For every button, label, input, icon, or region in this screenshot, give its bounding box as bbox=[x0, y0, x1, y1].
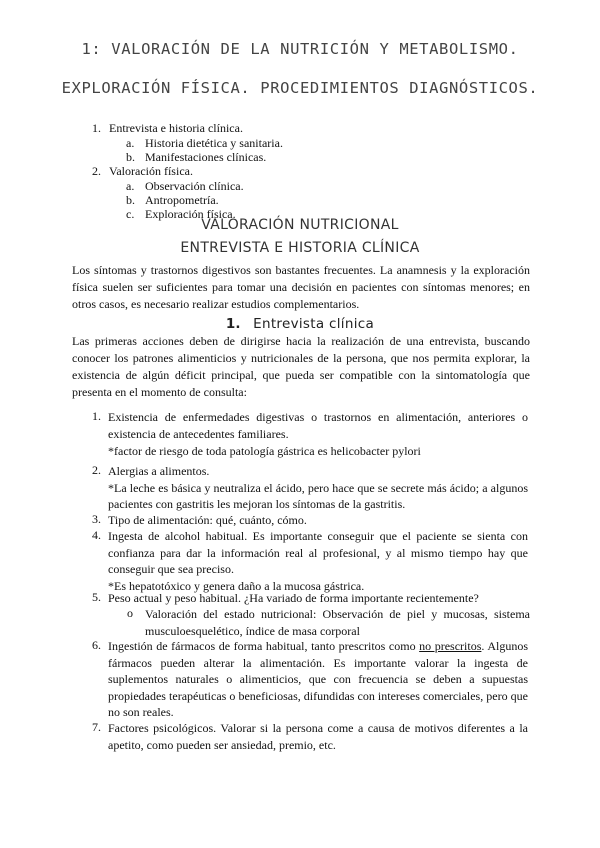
list-item-text: Factores psicológicos. Valorar si la persona come a causa de motivos diferentes a la apetito, como pueden ser ansiedad, premio, etc. bbox=[108, 721, 528, 752]
subsection-number: 1. bbox=[225, 316, 241, 332]
list-item bbox=[108, 528, 528, 594]
list-number: 1. bbox=[92, 409, 101, 423]
outline-sub-item: Exploración física. bbox=[145, 207, 236, 221]
subsection-title: Entrevista clínica bbox=[253, 316, 375, 332]
outline-item: Entrevista e historia clínica. bbox=[109, 121, 243, 135]
list-item-note: *factor de riesgo de toda patología gástrica es helicobacter pylori bbox=[108, 444, 421, 458]
subsection-heading bbox=[0, 316, 600, 332]
section-subtitle: ENTREVISTA E HISTORIA CLÍNICA bbox=[180, 240, 420, 256]
outline-num: 1. bbox=[92, 121, 101, 135]
list-number: 3. bbox=[92, 512, 101, 526]
list-item-text: Existencia de enfermedades digestivas o trastornos en alimentación, anteriores o existencia de antecedentes familiares. bbox=[108, 410, 528, 441]
list-item-text: Tipo de alimentación: qué, cuánto, cómo. bbox=[108, 513, 307, 527]
outline-sub-item: Observación clínica. bbox=[145, 179, 244, 193]
list-number: 6. bbox=[92, 638, 101, 652]
outline-sub-item: Manifestaciones clínicas. bbox=[145, 150, 267, 164]
list-item bbox=[108, 720, 528, 753]
list-item bbox=[108, 638, 528, 721]
outline-sub-num: a. bbox=[126, 136, 135, 150]
list-number: 5. bbox=[92, 590, 101, 604]
section-title: VALORACIÓN NUTRICIONAL bbox=[201, 217, 399, 233]
list-item bbox=[108, 463, 528, 513]
list-item-text: Ingestión de fármacos de forma habitual, tanto prescritos como bbox=[108, 639, 420, 653]
outline-sub-item: Historia dietética y sanitaria. bbox=[145, 136, 283, 150]
outline-sub-num: b. bbox=[126, 150, 135, 164]
list-subitem: Valoración del estado nutricional: Observación de piel y mucosas, sistema musculoesquelético, índice de masa corporal bbox=[145, 607, 530, 638]
list-item-text-cont: . Algunos fármacos pueden alterar la alimentación. Es importante valorar la ingesta de suplementos naturales o alimenticios, que con frecuencia se deben a supuestas propiedades terapéuticas o beneficiosas, difundidas con intereses comerciales, pero que no son reales. bbox=[108, 639, 528, 719]
outline-sub-item: Antropometría. bbox=[145, 193, 219, 207]
outline-sub-num: a. bbox=[126, 179, 135, 193]
outline-item: Valoración física. bbox=[109, 164, 193, 178]
list-item-text: Ingesta de alcohol habitual. Es importante conseguir que el paciente se sienta con confianza para dar la información real al profesional, y al mismo tiempo hay que conseguir que sea preciso. bbox=[108, 529, 528, 576]
outline-num: 2. bbox=[92, 164, 101, 178]
list-item bbox=[108, 590, 528, 607]
list-number: 7. bbox=[92, 720, 101, 734]
outline-sub-num: b. bbox=[126, 193, 135, 207]
page-subtitle: EXPLORACIÓN FÍSICA. PROCEDIMIENTOS DIAGNÓSTICOS. bbox=[61, 79, 539, 97]
list-item-text: Peso actual y peso habitual. ¿Ha variado de forma importante recientemente? bbox=[108, 591, 479, 605]
body-paragraph: Las primeras acciones deben de dirigirse hacia la realización de una entrevista, buscando conocer los patrones alimenticios y nutricionales de la persona, que nos permita explorar, la existencia de algún déficit principal, que pueda ser compatible con la sintomatología que presenta en el momento de consulta: bbox=[72, 334, 530, 399]
list-item bbox=[108, 409, 528, 460]
page-title: 1: VALORACIÓN DE LA NUTRICIÓN Y METABOLISMO. bbox=[81, 40, 519, 58]
outline-sub-num: c. bbox=[126, 207, 135, 221]
list-item-note: *Es hepatotóxico y genera daño a la mucosa gástrica. bbox=[108, 578, 365, 593]
list-number: 2. bbox=[92, 463, 101, 477]
list-item-note: *La leche es básica y neutraliza el ácido, pero hace que se secrete más ácido; a algunos pacientes con gastritis les mejoran los síntomas de la gastritis. bbox=[108, 480, 528, 511]
intro-paragraph: Los síntomas y trastornos digestivos son bastantes frecuentes. La anamnesis y la exploración física suelen ser suficientes para tomar una decisión en pacientes con síntomas menores; en otros casos, es necesario realizar estudios complementarios. bbox=[72, 263, 530, 311]
list-item-text: Alergias a alimentos. bbox=[108, 464, 210, 478]
list-number: 4. bbox=[92, 528, 101, 542]
underlined-text: no prescritos bbox=[419, 639, 482, 653]
sub-bullet: o bbox=[127, 606, 133, 620]
list-item bbox=[108, 512, 528, 529]
